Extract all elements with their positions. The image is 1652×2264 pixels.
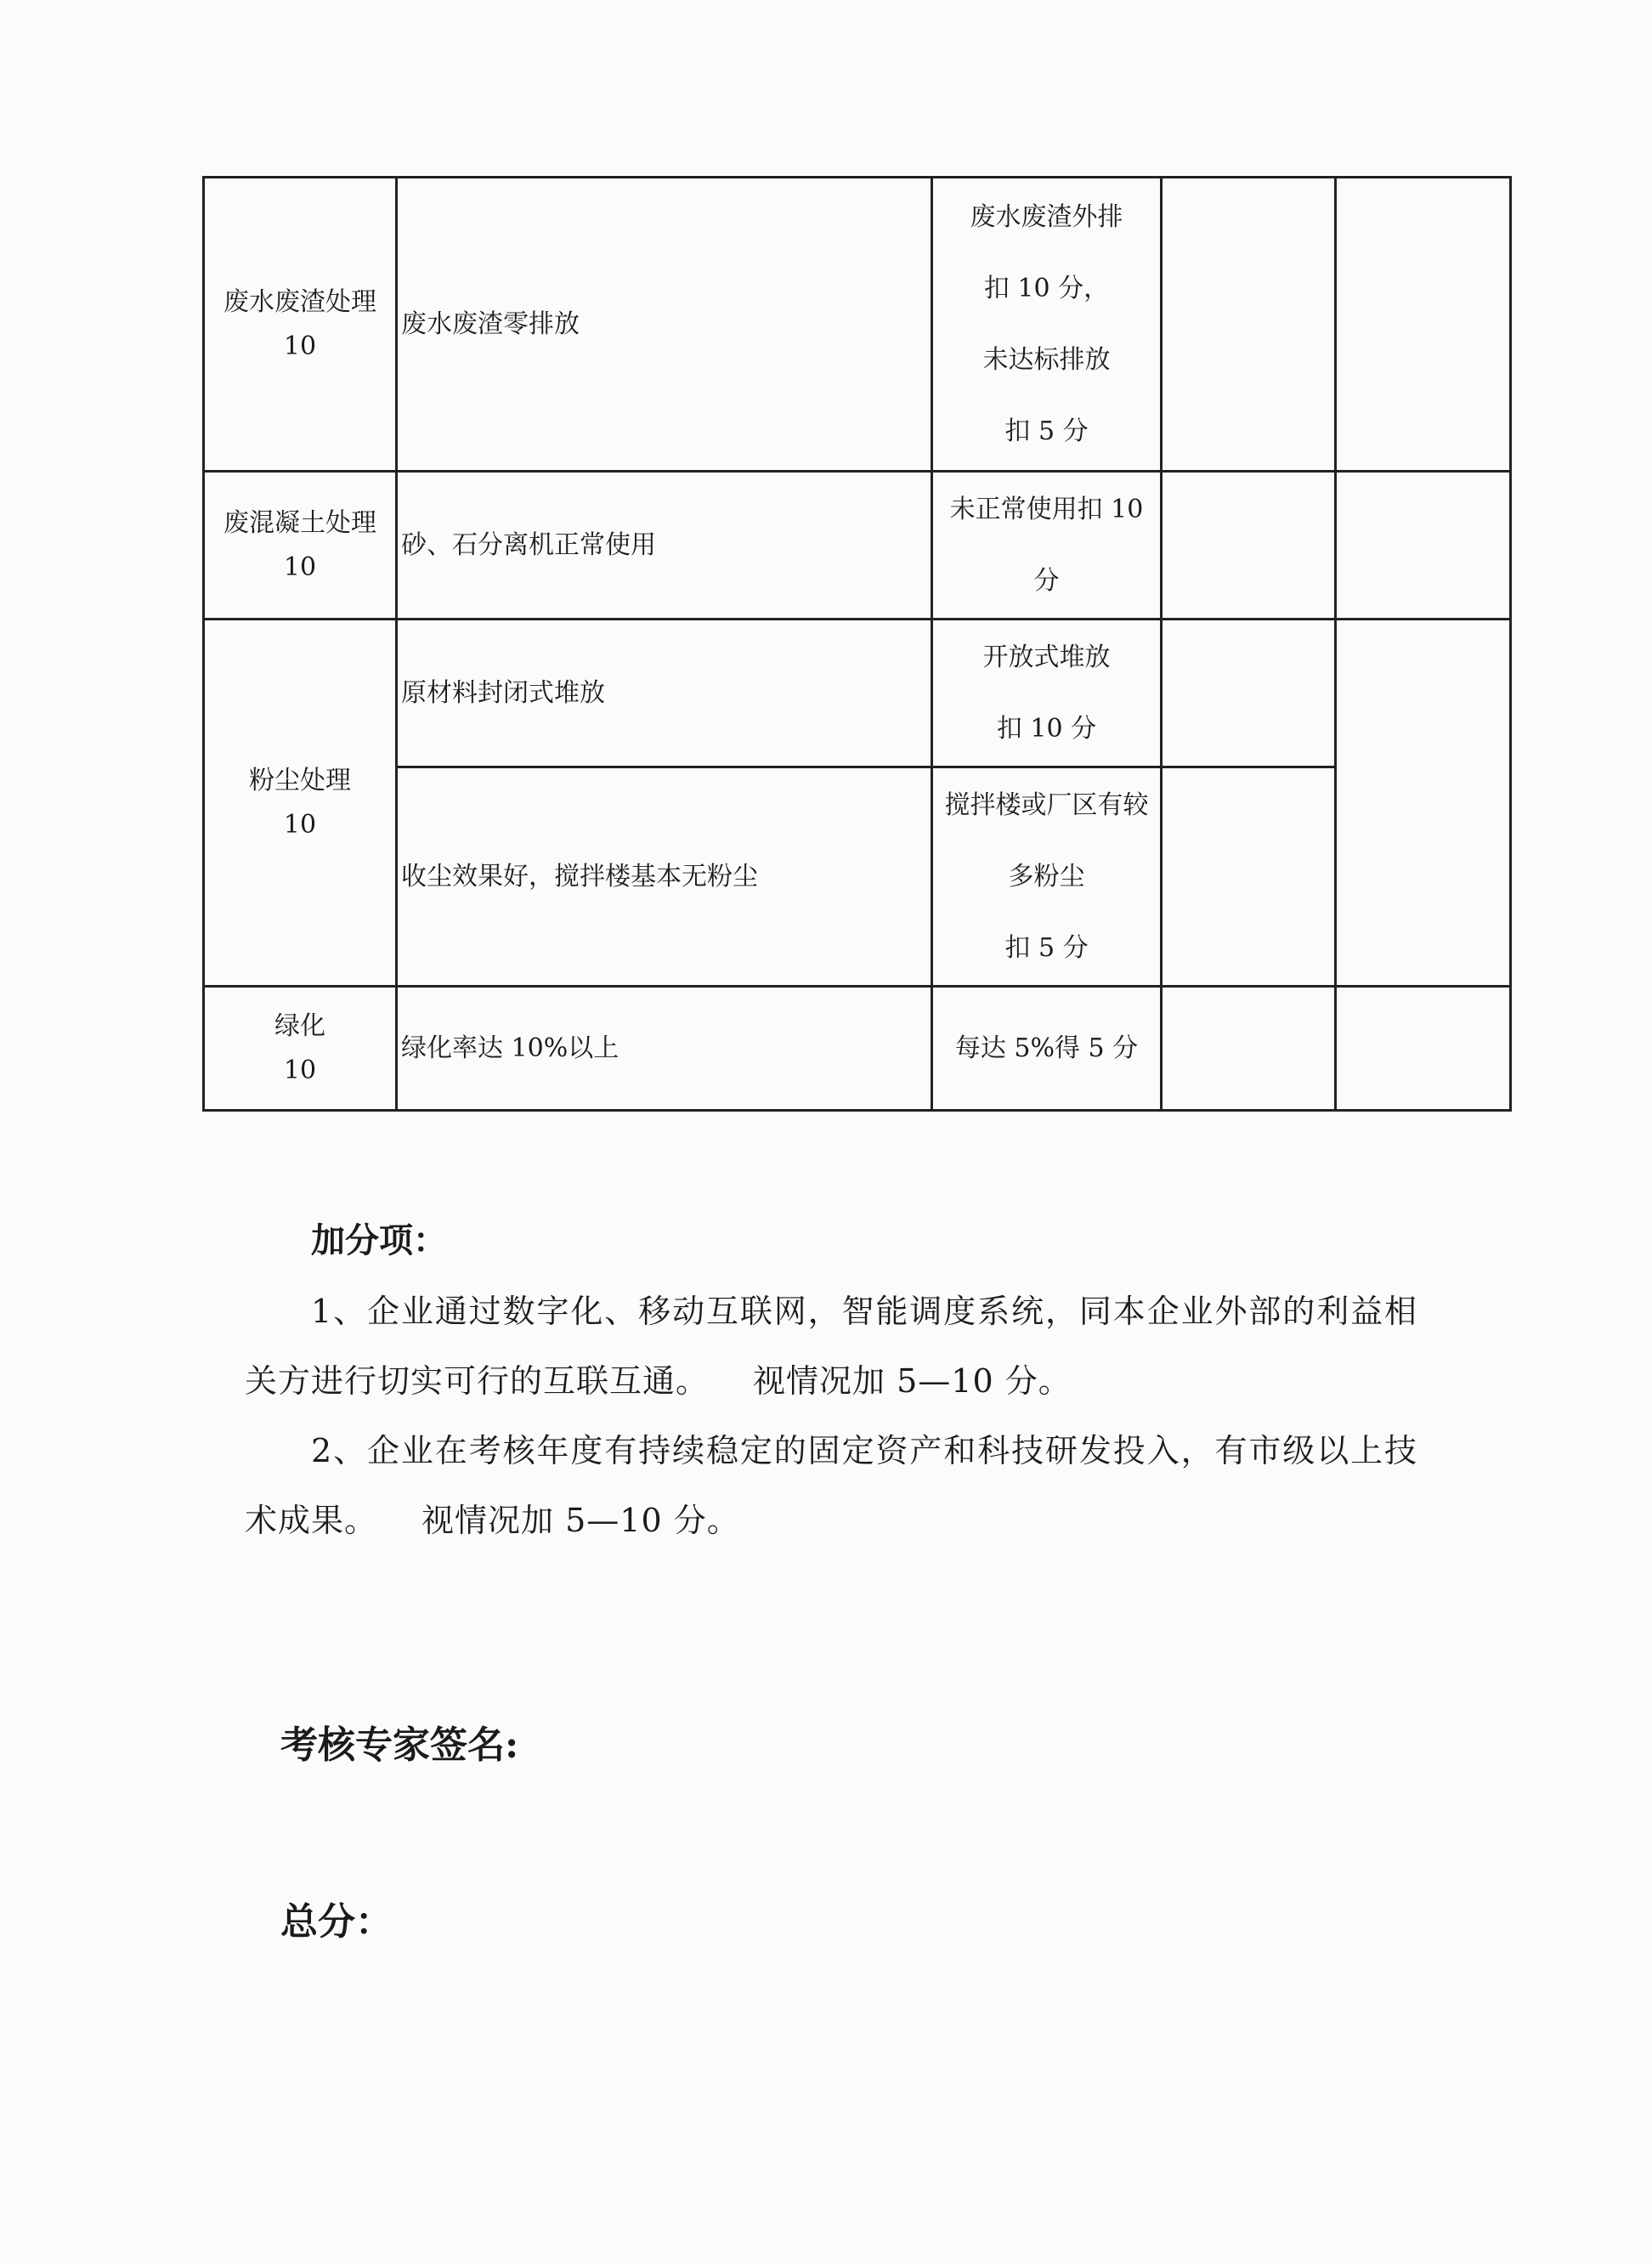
requirement-cell: 收尘效果好，搅拌楼基本无粉尘 [397,767,932,987]
deduction-cell: 每达 5%得 5 分 [932,987,1162,1111]
item-cell: 废混凝土处理 10 [204,472,397,620]
score-cell[interactable] [1162,767,1336,987]
table-row [204,178,1511,472]
bonus-item-2 [245,1416,1417,1555]
requirement-cell: 废水废渣零排放 [397,178,932,472]
deduction-cell: 未正常使用扣 10 分 [932,472,1162,620]
deduction-cell: 废水废渣外排 扣 10 分， 未达标排放 扣 5 分 [932,178,1162,472]
bonus-item-text: 1、企业通过数字化、移动互联网，智能调度系统，同本企业外部的利益相关方进行切实可行的互联互通。 [245,1293,1417,1400]
assessment-table [202,176,1512,1112]
bonus-heading: 加分项： [311,1220,447,1260]
total-score-label: 总分： [280,1900,393,1944]
deduction-cell: 开放式堆放 扣 10 分 [932,620,1162,767]
bonus-item-score: 视情况加 5—10 分。 [421,1502,740,1539]
table-row [204,767,1511,987]
bonus-item-text: 2、企业在考核年度有持续稳定的固定资产和科技研发投入，有市级以上技术成果。 [245,1432,1417,1539]
deduction-cell: 搅拌楼或厂区有较 多粉尘 扣 5 分 [932,767,1162,987]
requirement-cell: 原材料封闭式堆放 [397,620,932,767]
score-cell[interactable] [1162,987,1336,1111]
item-cell: 绿化 10 [204,987,397,1111]
remark-cell[interactable] [1336,178,1511,472]
remark-cell[interactable] [1336,472,1511,620]
item-cell: 废水废渣处理 10 [204,178,397,472]
requirement-cell: 砂、石分离机正常使用 [397,472,932,620]
score-cell[interactable] [1162,620,1336,767]
bonus-item-score: 视情况加 5—10 分。 [753,1362,1072,1400]
bonus-item-1 [245,1276,1417,1416]
table-row [204,472,1511,620]
table-row [204,987,1511,1111]
remark-cell[interactable] [1336,620,1511,987]
item-cell: 粉尘处理 10 [204,620,397,987]
requirement-cell: 绿化率达 10%以上 [397,987,932,1111]
table-row [204,620,1511,767]
score-cell[interactable] [1162,178,1336,472]
score-cell[interactable] [1162,472,1336,620]
expert-signature-label: 考核专家签名: [280,1723,519,1767]
remark-cell[interactable] [1336,987,1511,1111]
